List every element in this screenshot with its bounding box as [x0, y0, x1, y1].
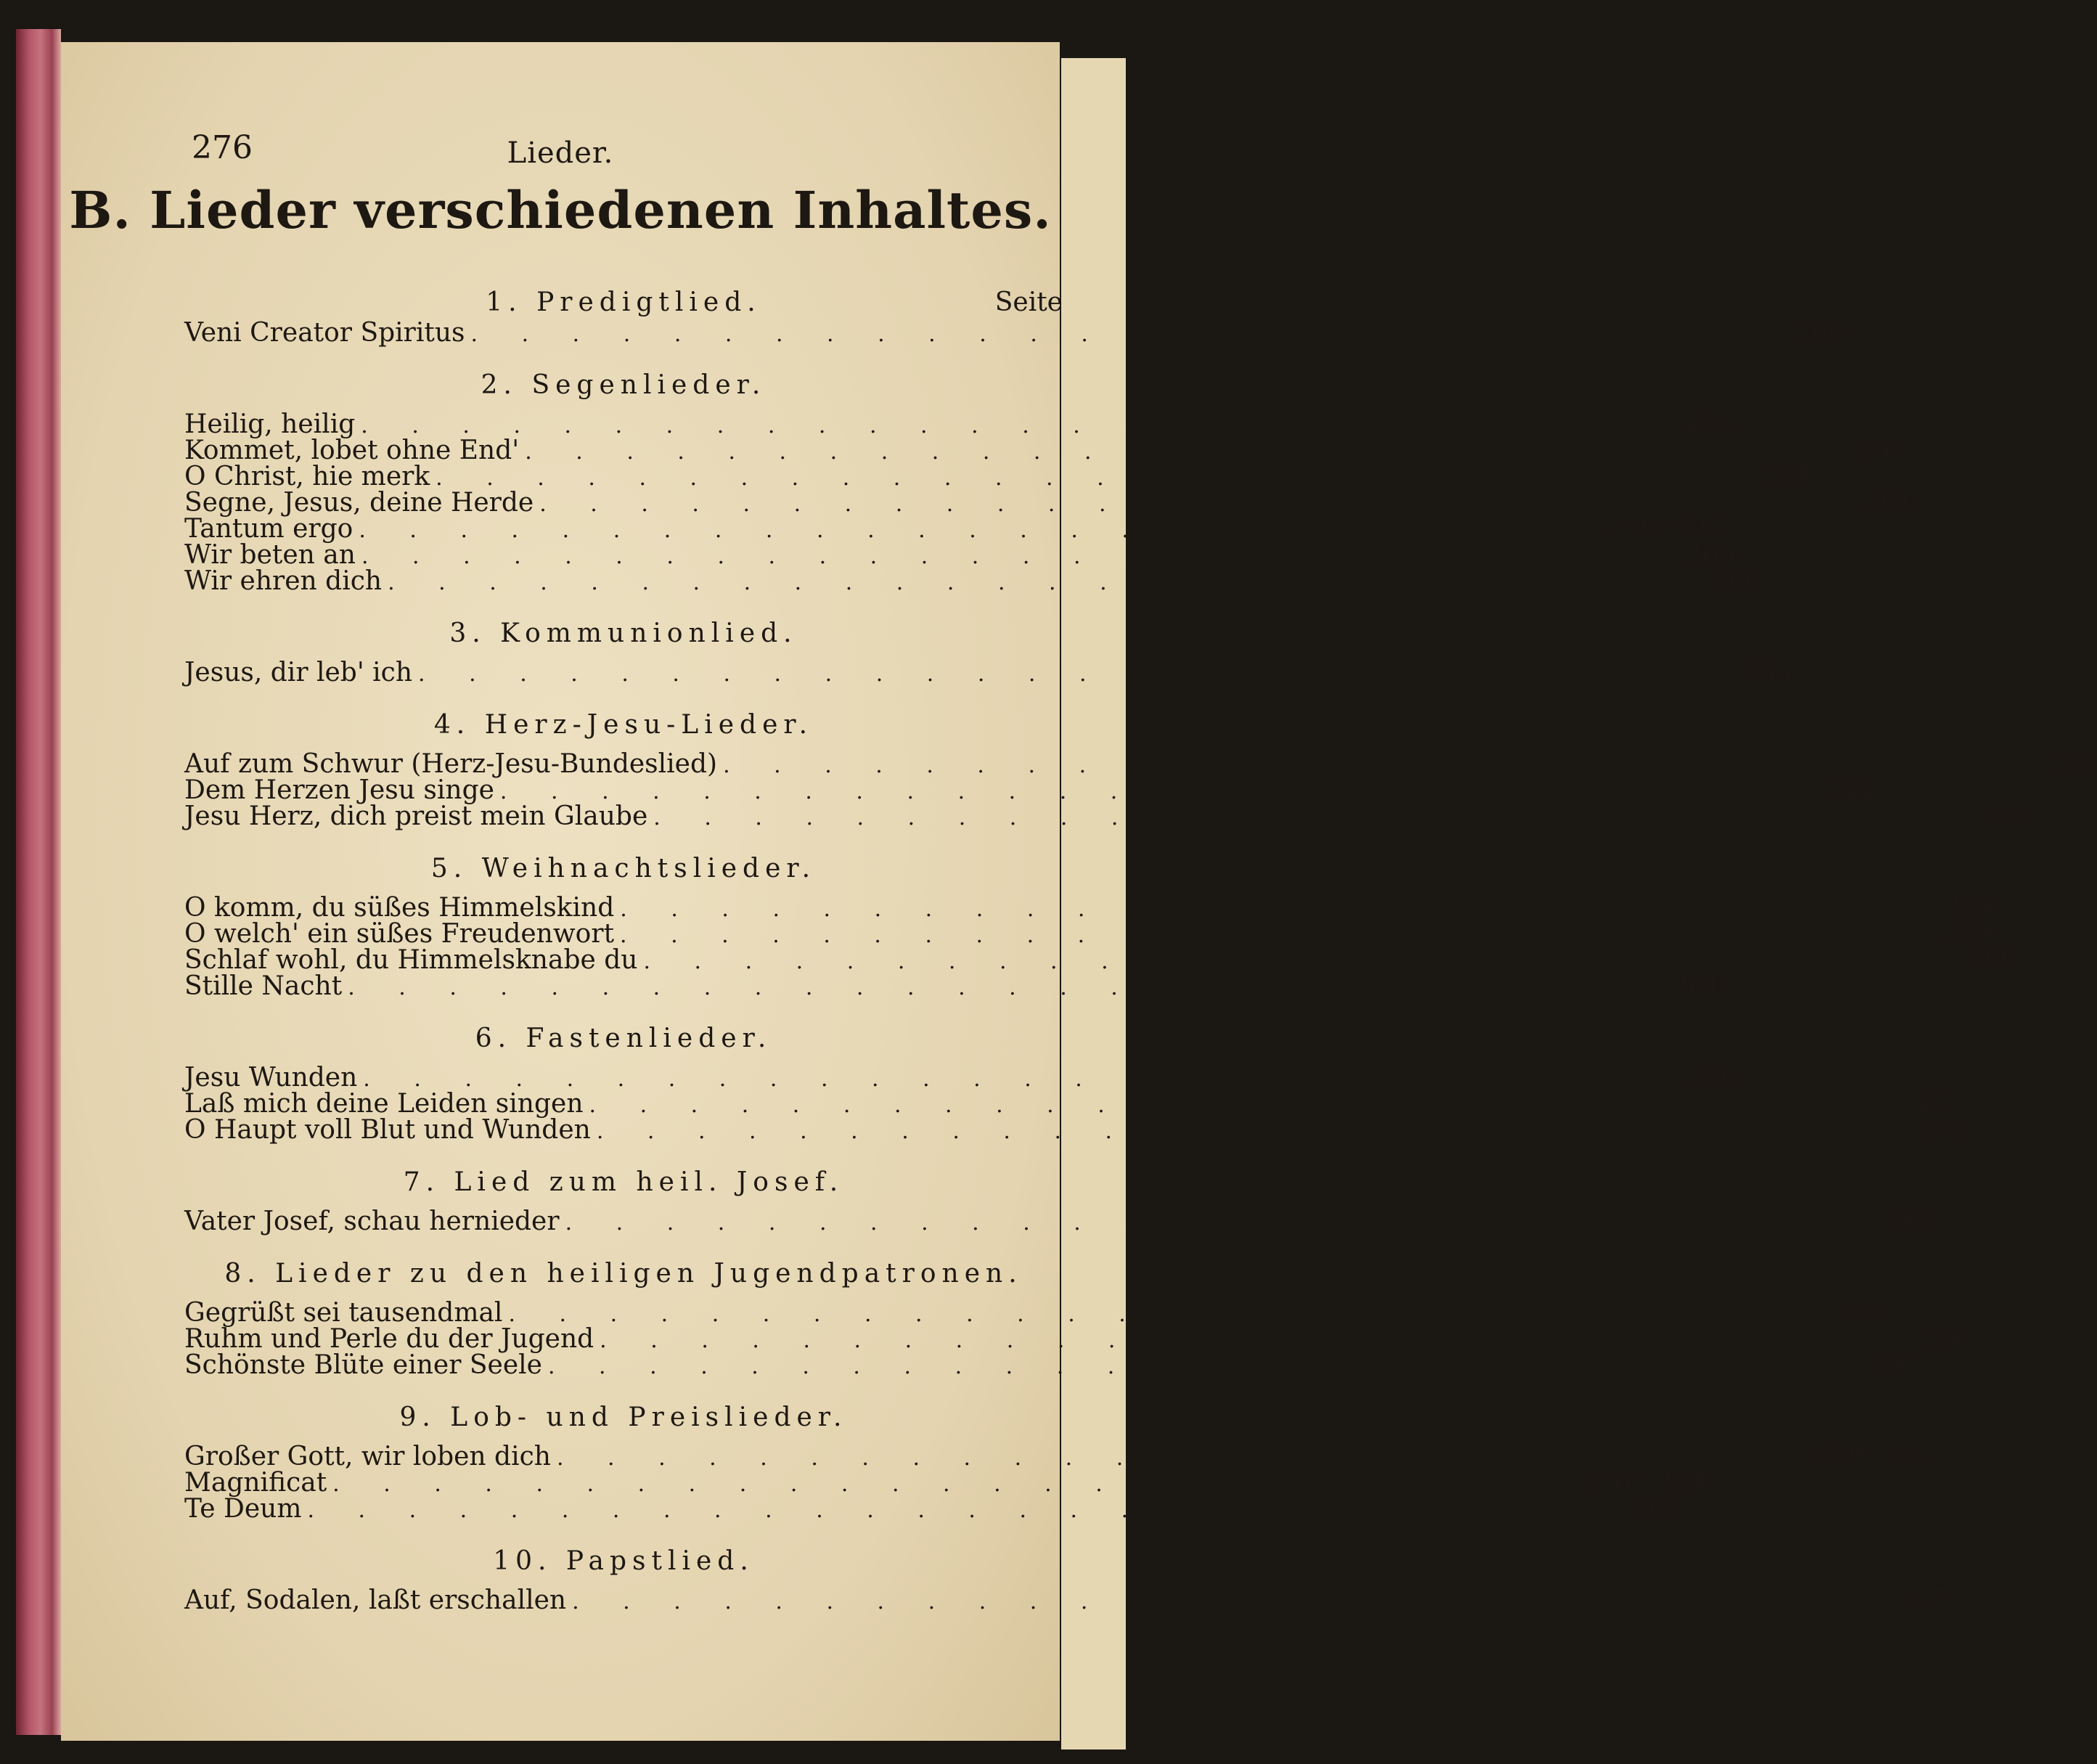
index-entry	[184, 1206, 1939, 1236]
entry-title: Stille Nacht	[184, 971, 343, 1001]
entry-page-number: 255	[1881, 1442, 1931, 1471]
index-entry	[184, 1350, 1922, 1380]
dot-leader: . . . . . . . . . . . . . . . . . . . . . . . . .	[620, 923, 1866, 948]
section-heading-text: 4. Herz-Jesu-Lieder.	[433, 710, 814, 740]
running-head: Lieder.	[507, 136, 614, 170]
entry-title: Laß mich deine Leiden singen	[184, 1089, 584, 1119]
dot-leader: . . . . . . . . . . . . . . . . . . . . . . . . .	[332, 1471, 1579, 1497]
index-entry	[184, 658, 1792, 687]
entry-title: Gegrüßt sei tausendmal	[184, 1298, 503, 1328]
entry-page-number: 260	[1924, 1324, 1974, 1354]
entry-page-number: 259	[1944, 893, 1995, 923]
entry-page-number: 258	[1920, 1115, 1971, 1145]
index-entry	[184, 318, 1845, 348]
entry-title: Heilig, heilig	[184, 409, 356, 439]
index-entry	[184, 749, 2097, 779]
entry-title: Schönste Blüte einer Seele	[184, 1350, 542, 1380]
entry-page-number: 266	[1794, 318, 1845, 348]
entry-page-number: 258	[1759, 462, 1810, 491]
index-entry	[184, 1585, 1946, 1615]
dot-leader: . . . . . . . . . . . . . . . . . . . . . . . . .	[653, 805, 1900, 830]
section-heading-text: 1. Predigtlied.	[486, 287, 761, 317]
index-section	[184, 1021, 1971, 1145]
entry-page-number: 261	[1672, 971, 1722, 1001]
entry-page-number: 257	[1913, 1089, 1963, 1119]
entry-page-number: 247	[1872, 1350, 1922, 1380]
dot-leader: . . . . . . . . . . . . . . . . . . . . . . . . .	[723, 753, 1969, 778]
dot-leader: . . . . . . . . . . . . . . . . . . . . . . . . .	[388, 570, 1634, 595]
entry-page-number: 257	[1896, 1585, 1946, 1615]
entry-title: Großer Gott, wir loben dich	[184, 1442, 551, 1471]
index-section	[184, 1165, 1939, 1236]
dot-leader: . . . . . . . . . . . . . . . . . . . . . . . . .	[547, 1354, 1794, 1379]
entry-page-number: 255	[1977, 801, 2028, 831]
index-entry	[184, 566, 1762, 596]
section-heading-text: 7. Lied zum heil. Josef.	[403, 1167, 844, 1197]
entry-title: Kommet, lobet ohne End'	[184, 436, 520, 465]
entry-page-number: 255	[1685, 409, 1736, 439]
page-title: B. Lieder verschiedenen Inhaltes.	[69, 180, 1052, 240]
entry-title: O welch' ein süßes Freudenwort	[184, 919, 615, 949]
section-heading-text: 5. Weihnachtslieder.	[430, 854, 817, 883]
section-heading	[184, 285, 1063, 320]
index-entry	[184, 1089, 1963, 1119]
entry-page-number: 256	[1849, 436, 1899, 465]
index-entry	[184, 1298, 1883, 1328]
entry-title: Segne, Jesus, deine Herde	[184, 488, 534, 518]
entry-page-number: 266	[1685, 540, 1736, 570]
entry-page-number: 254	[1823, 775, 1874, 805]
entry-reference: 216*	[1581, 1468, 1644, 1498]
section-heading-text: 8. Lieder zu den heiligen Jugendpatronen.	[224, 1259, 1023, 1289]
dot-leader: . . . . . . . . . . . . . . . . . . . . . . . . .	[600, 1328, 1846, 1353]
section-heading-text: 10. Papstlied.	[493, 1546, 754, 1576]
dot-leader: . . . . . . . . . . . . . . . . . . . . . . . . .	[556, 1445, 1803, 1471]
dot-leader: . . . . . . . . . . . . . . . . . . . . . . . . .	[565, 1210, 1812, 1236]
entry-page-number: 266	[1712, 566, 1762, 596]
entry-reference: 219*	[1607, 514, 1671, 544]
entry-title: O Haupt voll Blut und Wunden	[184, 1115, 591, 1145]
dot-leader: . . . . . . . . . . . . . . . . . . . . . . . . .	[436, 465, 1682, 491]
index-entry	[184, 462, 1810, 491]
index-entry	[184, 893, 1995, 923]
dot-leader: . . . . . . . . . . . . . . . . . . . . . . . . .	[589, 1093, 1836, 1118]
page-number: 276	[192, 129, 253, 166]
section-heading	[184, 1400, 1063, 1435]
dot-leader: . . . . . . . . . . . . . . . . . . . . . . . . .	[359, 518, 1606, 543]
index-entry	[184, 945, 2018, 975]
dot-leader: . . . . . . . . . . . . . . . . . . . . . . . . .	[508, 1302, 1755, 1327]
index-section	[184, 852, 2018, 1001]
index-entry	[184, 1442, 1931, 1471]
index-entry	[184, 488, 1913, 518]
dot-leader: . . . . . . . . . . . . . . . . . . . . . . . . .	[363, 1066, 1610, 1092]
section-heading	[184, 368, 1063, 403]
dot-leader: . . . . . . . . . . . . . . . . . . . . . . . . .	[361, 544, 1608, 569]
index-entry	[184, 971, 1722, 1001]
entry-page-number: 261	[1863, 488, 1913, 518]
index-entry	[184, 775, 1874, 805]
entry-page-number: 260	[1967, 945, 2018, 975]
index-section	[184, 1257, 1974, 1380]
entry-title: Auf, Sodalen, laßt erschallen	[184, 1585, 567, 1615]
entry-title: Jesus, dir leb' ich	[184, 658, 413, 687]
dot-leader: . . . . . . . . . . . . . . . . . . . . . . . . .	[643, 949, 1890, 974]
entry-title: Schlaf wohl, du Himmelsknabe du	[184, 945, 638, 975]
dot-leader: . . . . . . . . . . . . . . . . . . . . . . . . .	[307, 1498, 1554, 1523]
entry-page-number: 254	[1832, 1298, 1883, 1328]
index-section	[184, 708, 2097, 831]
index-entry	[184, 1115, 1971, 1145]
dot-leader: . . . . . . . . . . . . . . . . . . . . . . . . .	[596, 1119, 1843, 1144]
entry-title: Jesu Wunden	[184, 1063, 358, 1093]
index-entry	[184, 540, 1736, 570]
entry-title: Dem Herzen Jesu singe	[184, 775, 494, 805]
entry-page-number: 263	[1631, 1494, 1682, 1524]
entry-title: Vater Josef, schau hernieder	[184, 1206, 560, 1236]
section-heading	[184, 1257, 1063, 1291]
entry-title: Wir beten an	[184, 540, 356, 570]
index-section	[184, 1544, 1946, 1615]
book-edge	[16, 29, 61, 1735]
index-entry	[184, 1468, 1706, 1498]
section-heading	[184, 616, 1063, 651]
dot-leader: . . . . . . . . . . . . . . . . . . . . . . . . .	[525, 439, 1771, 465]
dot-leader: . . . . . . . . . . . . . . . . . . . . . . . . .	[572, 1589, 1818, 1614]
entry-page-number: 253	[2047, 749, 2097, 779]
section-heading	[184, 1544, 1063, 1579]
song-index	[184, 285, 2097, 1636]
index-entry	[184, 436, 1899, 465]
entry-page-number: 265	[1889, 1206, 1939, 1236]
index-entry	[184, 514, 1733, 544]
entry-title: O komm, du süßes Himmelskind	[184, 893, 615, 923]
index-section	[184, 285, 1845, 348]
index-entry	[184, 1324, 1974, 1354]
entry-title: Ruhm und Perle du der Jugend	[184, 1324, 594, 1354]
entry-page-number: 262	[1683, 514, 1733, 544]
entry-title: Auf zum Schwur (Herz-Jesu-Bundeslied)	[184, 749, 718, 779]
entry-title: Jesu Herz, dich preist mein Glaube	[184, 801, 648, 831]
entry-page-number: 258	[1656, 1468, 1706, 1498]
dot-leader: . . . . . . . . . . . . . . . . . . . . . . . . .	[620, 897, 1867, 922]
index-section	[184, 1400, 1931, 1524]
index-entry	[184, 919, 1994, 949]
index-section	[184, 616, 1792, 687]
page-header	[61, 129, 1060, 187]
entry-title: Tantum ergo	[184, 514, 353, 544]
section-heading	[184, 852, 1063, 886]
index-entry	[184, 1494, 1682, 1524]
section-heading	[184, 1021, 1063, 1056]
entry-page-number: 256	[1687, 1063, 1738, 1093]
section-heading	[184, 708, 1063, 743]
dot-leader: . . . . . . . . . . . . . . . . . . . . . . . . .	[418, 661, 1664, 687]
section-heading-text: 2. Segenlieder.	[481, 370, 767, 400]
index-section	[184, 368, 1913, 596]
section-heading-text: 3. Kommunionlied.	[449, 618, 798, 648]
index-entry	[184, 801, 2028, 831]
entry-title: Veni Creator Spiritus	[184, 318, 465, 348]
section-heading-text: 6. Fastenlieder.	[475, 1024, 772, 1053]
entry-title: O Christ, hie merk	[184, 462, 430, 491]
index-entry	[184, 1063, 1738, 1093]
dot-leader: . . . . . . . . . . . . . . . . . . . . . . . . .	[361, 413, 1608, 438]
entry-reference: 229*	[1805, 1442, 1868, 1471]
entry-page-number: 255	[1742, 658, 1792, 687]
dot-leader: . . . . . . . . . . . . . . . . . . . . . . . . .	[499, 779, 1746, 804]
section-heading	[184, 1165, 1063, 1200]
dot-leader: . . . . . . . . . . . . . . . . . . . . . . . . .	[348, 975, 1594, 1000]
dot-leader: . . . . . . . . . . . . . . . . . . . . . . . . .	[470, 322, 1717, 347]
seite-label: Seite	[994, 287, 1063, 317]
index-entry	[184, 409, 1736, 439]
section-heading-text: 9. Lob- und Preislieder.	[399, 1402, 848, 1432]
entry-title: Te Deum	[184, 1494, 302, 1524]
entry-page-number: 259	[1944, 919, 1994, 949]
entry-title: Wir ehren dich	[184, 566, 383, 596]
entry-title: Magnificat	[184, 1468, 327, 1498]
page	[61, 42, 2097, 1741]
dot-leader: . . . . . . . . . . . . . . . . . . . . . . . . .	[539, 491, 1786, 517]
